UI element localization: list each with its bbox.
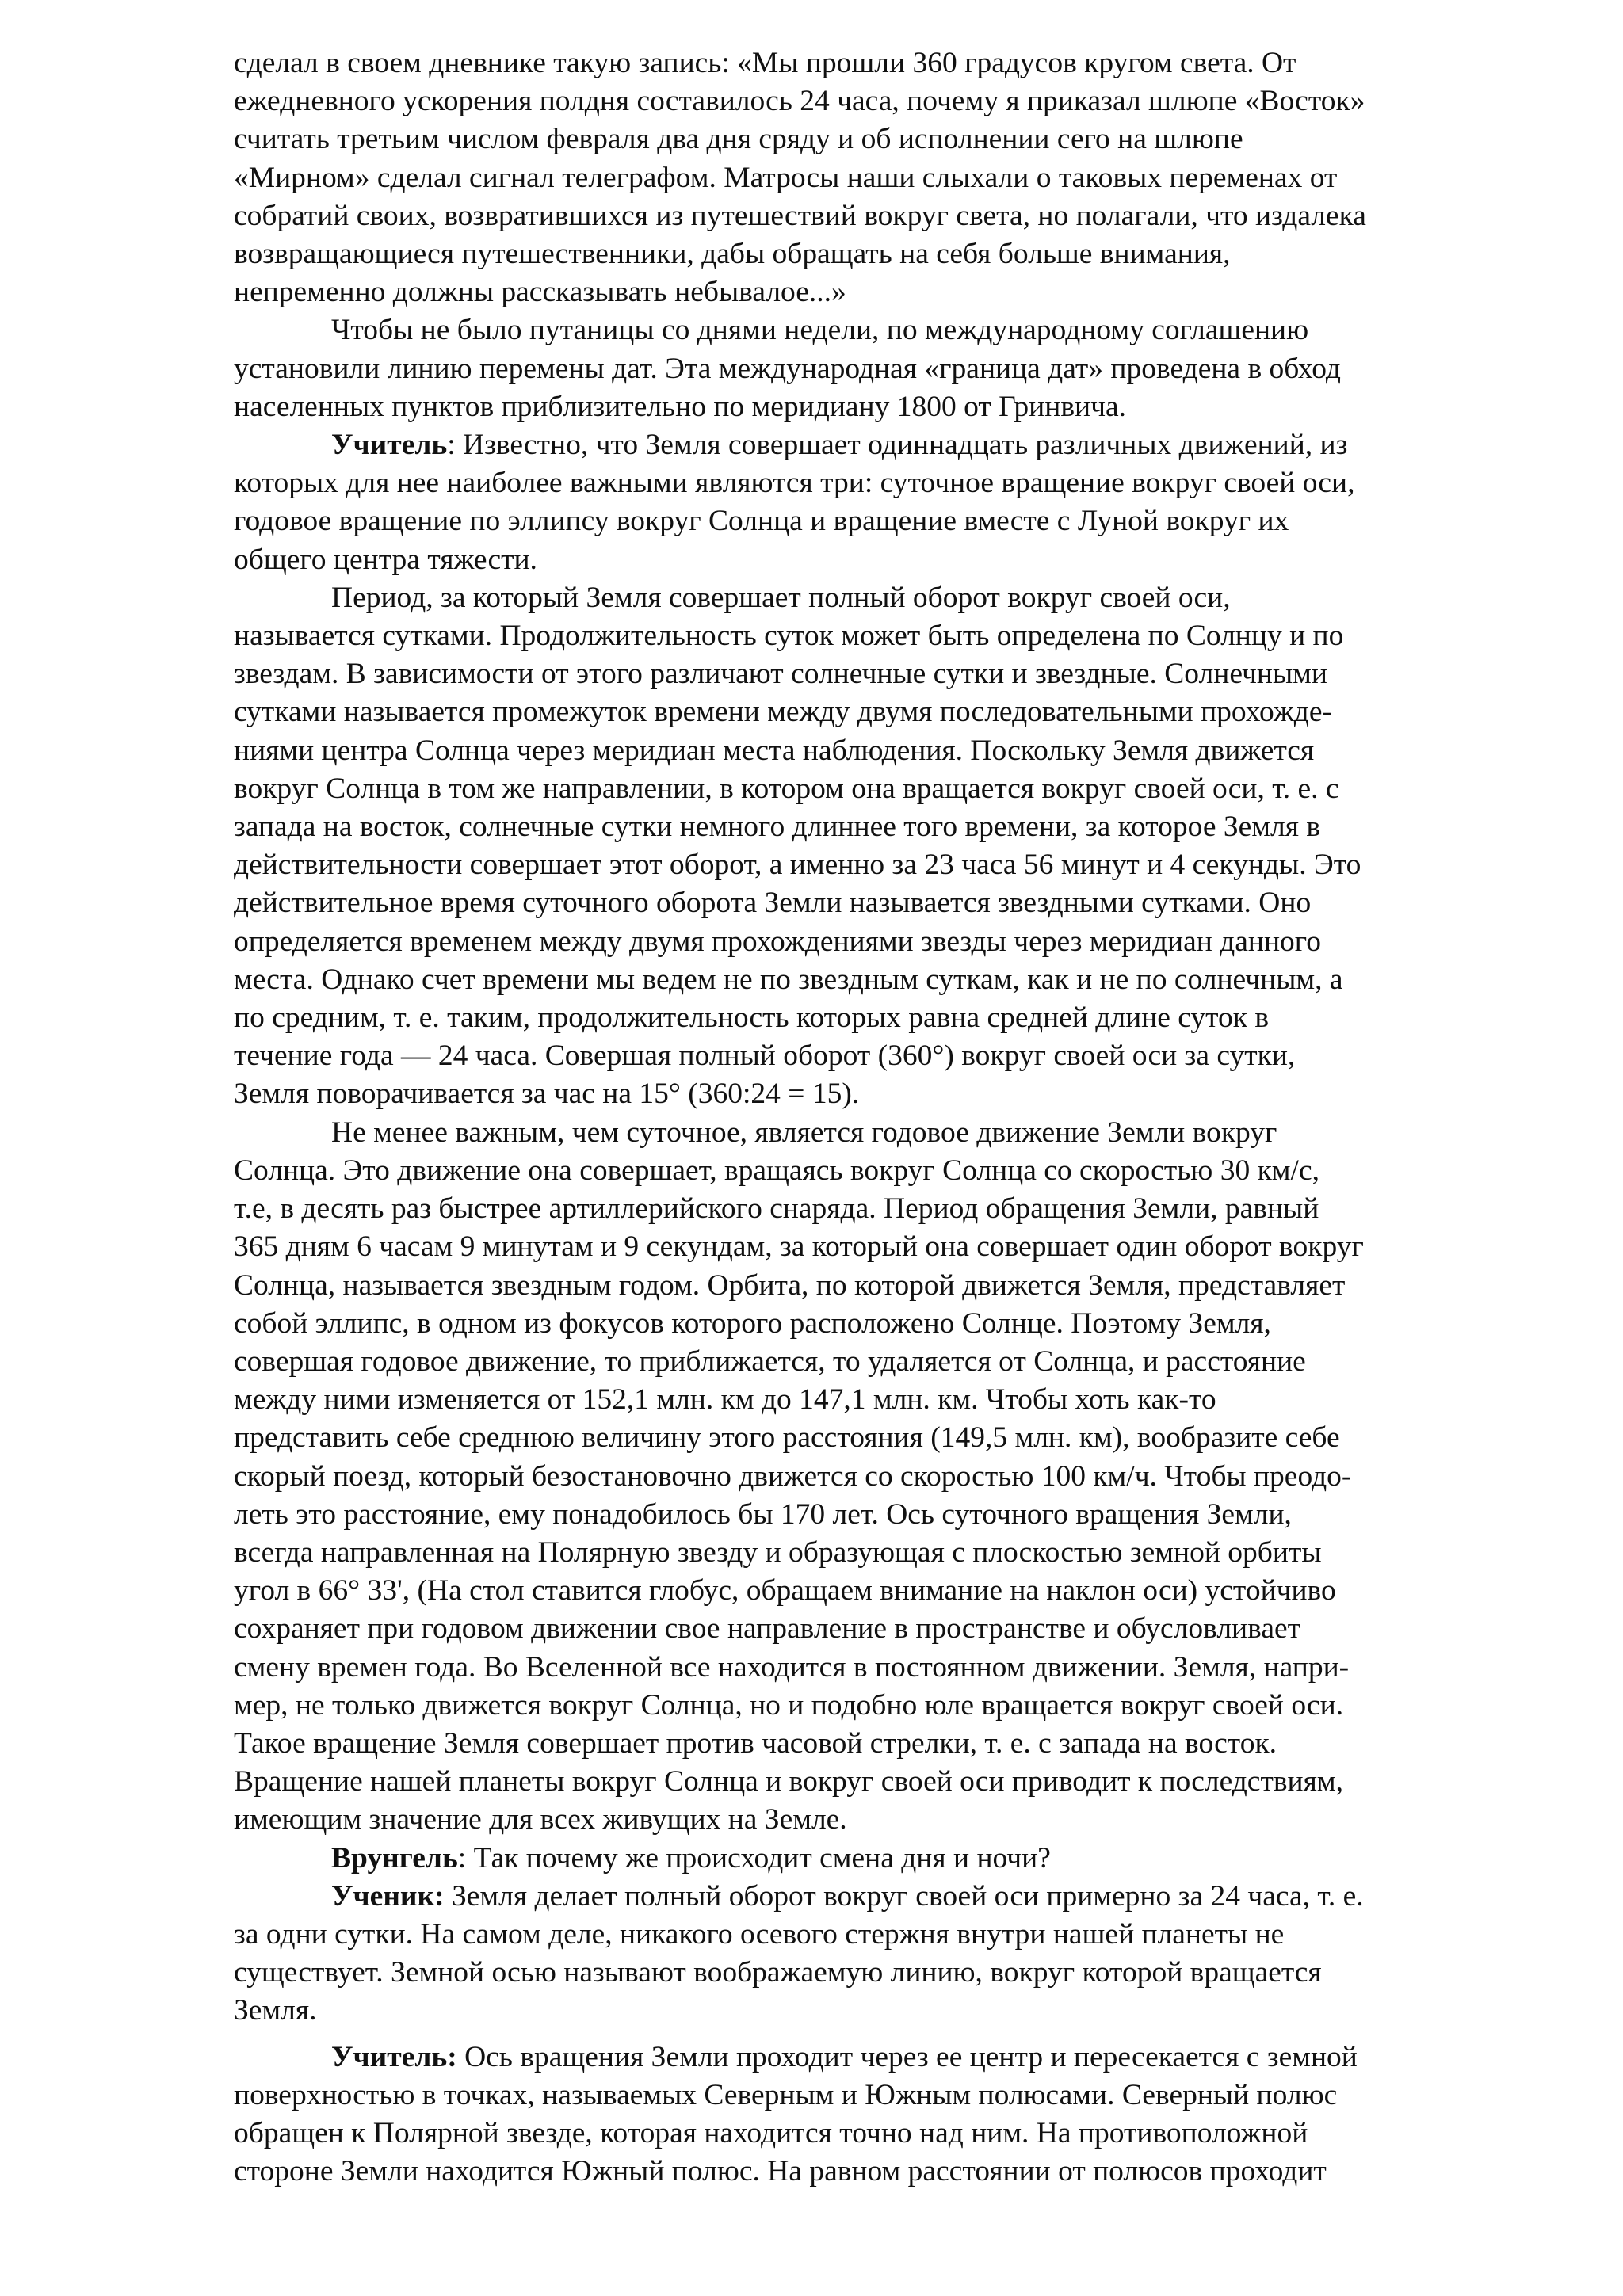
paragraph (234, 311, 1470, 426)
text-line: непременно должны рассказывать небывалое...» (234, 276, 846, 309)
text-line: «Мирном» сделал сигнал телеграфом. Матросы наши слыхали о таковых переменах от (234, 161, 1338, 194)
text-line (234, 426, 1470, 464)
text-line: годовое вращение по эллипсу вокруг Солнца и вращение вместе с Луной вокруг их (234, 505, 1289, 538)
text-line: места. Однако счет времени мы ведем не по звездным суткам, как и не по солнечным, а (234, 963, 1343, 996)
text-line: вокруг Солнца в том же направлении, в котором она вращается вокруг своей оси, т. е. с (234, 772, 1339, 805)
text-line: леть это расстояние, ему понадобилось бы 170 лет. Ось суточного вращения Земли, (234, 1497, 1292, 1531)
text-fragment: : Так почему же происходит смена дня и ночи? (457, 1841, 1051, 1875)
text-line: существует. Земной осью называют воображаемую линию, вокруг которой вращается (234, 1956, 1322, 1989)
text-line: Земля поворачивается за час на 15° (360:24 = 15). (234, 1077, 860, 1111)
text-line: обращен к Полярной звезде, которая находится точно над ним. На противоположной (234, 2116, 1308, 2149)
paragraph (234, 579, 1470, 1114)
text-line: скорый поезд, который безостановочно движется со скоростью 100 км/ч. Чтобы преодо- (234, 1459, 1352, 1493)
text-fragment: : Известно, что Земля совершает одиннадцать различных движений, из (447, 429, 1348, 462)
paragraph (234, 44, 1470, 311)
text-line: Солнца. Это движение она совершает, вращаясь вокруг Солнца со скоростью 30 км/с, (234, 1154, 1319, 1187)
text-line: общего центра тяжести. (234, 543, 537, 576)
text-line (234, 2039, 1470, 2077)
text-line: определяется временем между двумя прохождениями звезды через меридиан данного (234, 925, 1321, 958)
text-line: 365 дням 6 часам 9 минутам и 9 секундам, за который она совершает один оборот вокруг (234, 1230, 1364, 1264)
paragraph (234, 2039, 1470, 2191)
text-line: совершая годовое движение, то приближается, то удаляется от Солнца, и расстояние (234, 1344, 1306, 1378)
text-line: звездам. В зависимости от этого различают солнечные сутки и звездные. Солнечными (234, 658, 1327, 691)
text-line: Вращение нашей планеты вокруг Солнца и вокруг своей оси приводит к последствиям, (234, 1765, 1343, 1798)
text-fragment: Земля делает полный оборот вокруг своей оси примерно за 24 часа, т. е. (444, 1879, 1364, 1913)
text-line: действительное время суточного оборота Земли называется звездными сутками. Оно (234, 887, 1312, 920)
text-line: возвращающиеся путешественники, дабы обращать на себя больше внимания, (234, 238, 1231, 271)
text-line: смену времен года. Во Вселенной все находится в постоянном движении. Земля, напри- (234, 1650, 1350, 1684)
text-line: за одни сутки. На самом деле, никакого осевого стержня внутри нашей планеты не (234, 1917, 1285, 1951)
text-line: Период, за который Земля совершает полный оборот вокруг своей оси, (331, 581, 1231, 614)
paragraph (234, 1878, 1470, 2031)
text-line: действительности совершает этот оборот, а именно за 23 часа 56 минут и 4 секунды. Это (234, 849, 1361, 882)
text-line: Земля. (234, 1994, 317, 2027)
text-line: всегда направленная на Полярную звезду и образующая с плоскостью земной орбиты (234, 1535, 1322, 1569)
text-line: которых для нее наиболее важными являются три: суточное вращение вокруг своей оси, (234, 467, 1355, 500)
text-line: собратий своих, возвратившихся из путешествий вокруг света, но полагали, что издалека (234, 199, 1366, 232)
text-fragment: Ось вращения Земли проходит через ее центр и пересекается с земной (456, 2040, 1358, 2073)
paragraph (234, 426, 1470, 579)
text-line: ежедневного ускорения полдня составилось 24 часа, почему я приказал шлюпе «Восток» (234, 85, 1365, 118)
text-line: запада на восток, солнечные сутки немного длиннее того времени, за которое Земля в (234, 810, 1321, 844)
text-line: поверхностью в точках, называемых Северным и Южным полюсами. Северный полюс (234, 2078, 1338, 2111)
text-line: установили линию перемены дат. Эта международная «граница дат» проведена в обход (234, 352, 1342, 385)
text-line: представить себе среднюю величину этого расстояния (149,5 млн. км), вообразите себе (234, 1421, 1340, 1455)
text-line: Не менее важным, чем суточное, является годовое движение Земли вокруг (331, 1116, 1277, 1149)
text-line (234, 1840, 1470, 1878)
text-line: стороне Земли находится Южный полюс. На равном расстоянии от полюсов проходит (234, 2155, 1327, 2188)
paragraph (234, 1840, 1470, 1878)
text-line: считать третьим числом февраля два дня сряду и об исполнении сего на шлюпе (234, 123, 1243, 156)
document-page (234, 44, 1470, 2191)
text-line: по средним, т. е. таким, продолжительность которых равна средней длине суток в (234, 1001, 1270, 1035)
text-line: ниями центра Солнца через меридиан места наблюдения. Поскольку Земля движется (234, 734, 1315, 767)
speaker-label: Учитель (331, 429, 448, 462)
text-line: сутками называется промежуток времени между двумя последовательными прохожде- (234, 696, 1332, 729)
text-line: называется сутками. Продолжительность суток может быть определена по Солнцу и по (234, 620, 1344, 653)
text-line: течение года — 24 часа. Совершая полный оборот (360°) вокруг своей оси за сутки, (234, 1039, 1296, 1073)
paragraph (234, 1114, 1470, 1840)
text-line: Такое вращение Земля совершает против часовой стрелки, т. е. с запада на восток. (234, 1726, 1277, 1760)
text-line: мер, не только движется вокруг Солнца, но и подобно юле вращается вокруг своей оси. (234, 1688, 1344, 1722)
speaker-label: Врунгель (331, 1841, 458, 1875)
text-line: населенных пунктов приблизительно по меридиану 1800 от Гринвича. (234, 390, 1126, 423)
text-line (234, 1878, 1470, 1916)
text-line: имеющим значение для всех живущих на Земле. (234, 1803, 847, 1836)
text-line: Чтобы не было путаницы со днями недели, по международному соглашению (331, 314, 1309, 347)
text-line: собой эллипс, в одном из фокусов которого расположено Солнце. Поэтому Земля, (234, 1306, 1271, 1340)
text-line: т.е, в десять раз быстрее артиллерийского снаряда. Период обращения Земли, равный (234, 1192, 1319, 1226)
text-line: угол в 66° 33', (На стол ставится глобус, обращаем внимание на наклон оси) устойчиво (234, 1574, 1336, 1608)
text-line: между ними изменяется от 152,1 млн. км до 147,1 млн. км. Чтобы хоть как-то (234, 1383, 1216, 1417)
text-line: сделал в своем дневнике такую запись: «Мы прошли 360 градусов кругом света. От (234, 47, 1296, 79)
text-line: сохраняет при годовом движении свое направление в пространстве и обусловливает (234, 1612, 1301, 1646)
speaker-label: Ученик: (331, 1879, 445, 1913)
speaker-label: Учитель: (331, 2040, 457, 2073)
text-line: Солнца, называется звездным годом. Орбита, по которой движется Земля, представляет (234, 1268, 1346, 1302)
